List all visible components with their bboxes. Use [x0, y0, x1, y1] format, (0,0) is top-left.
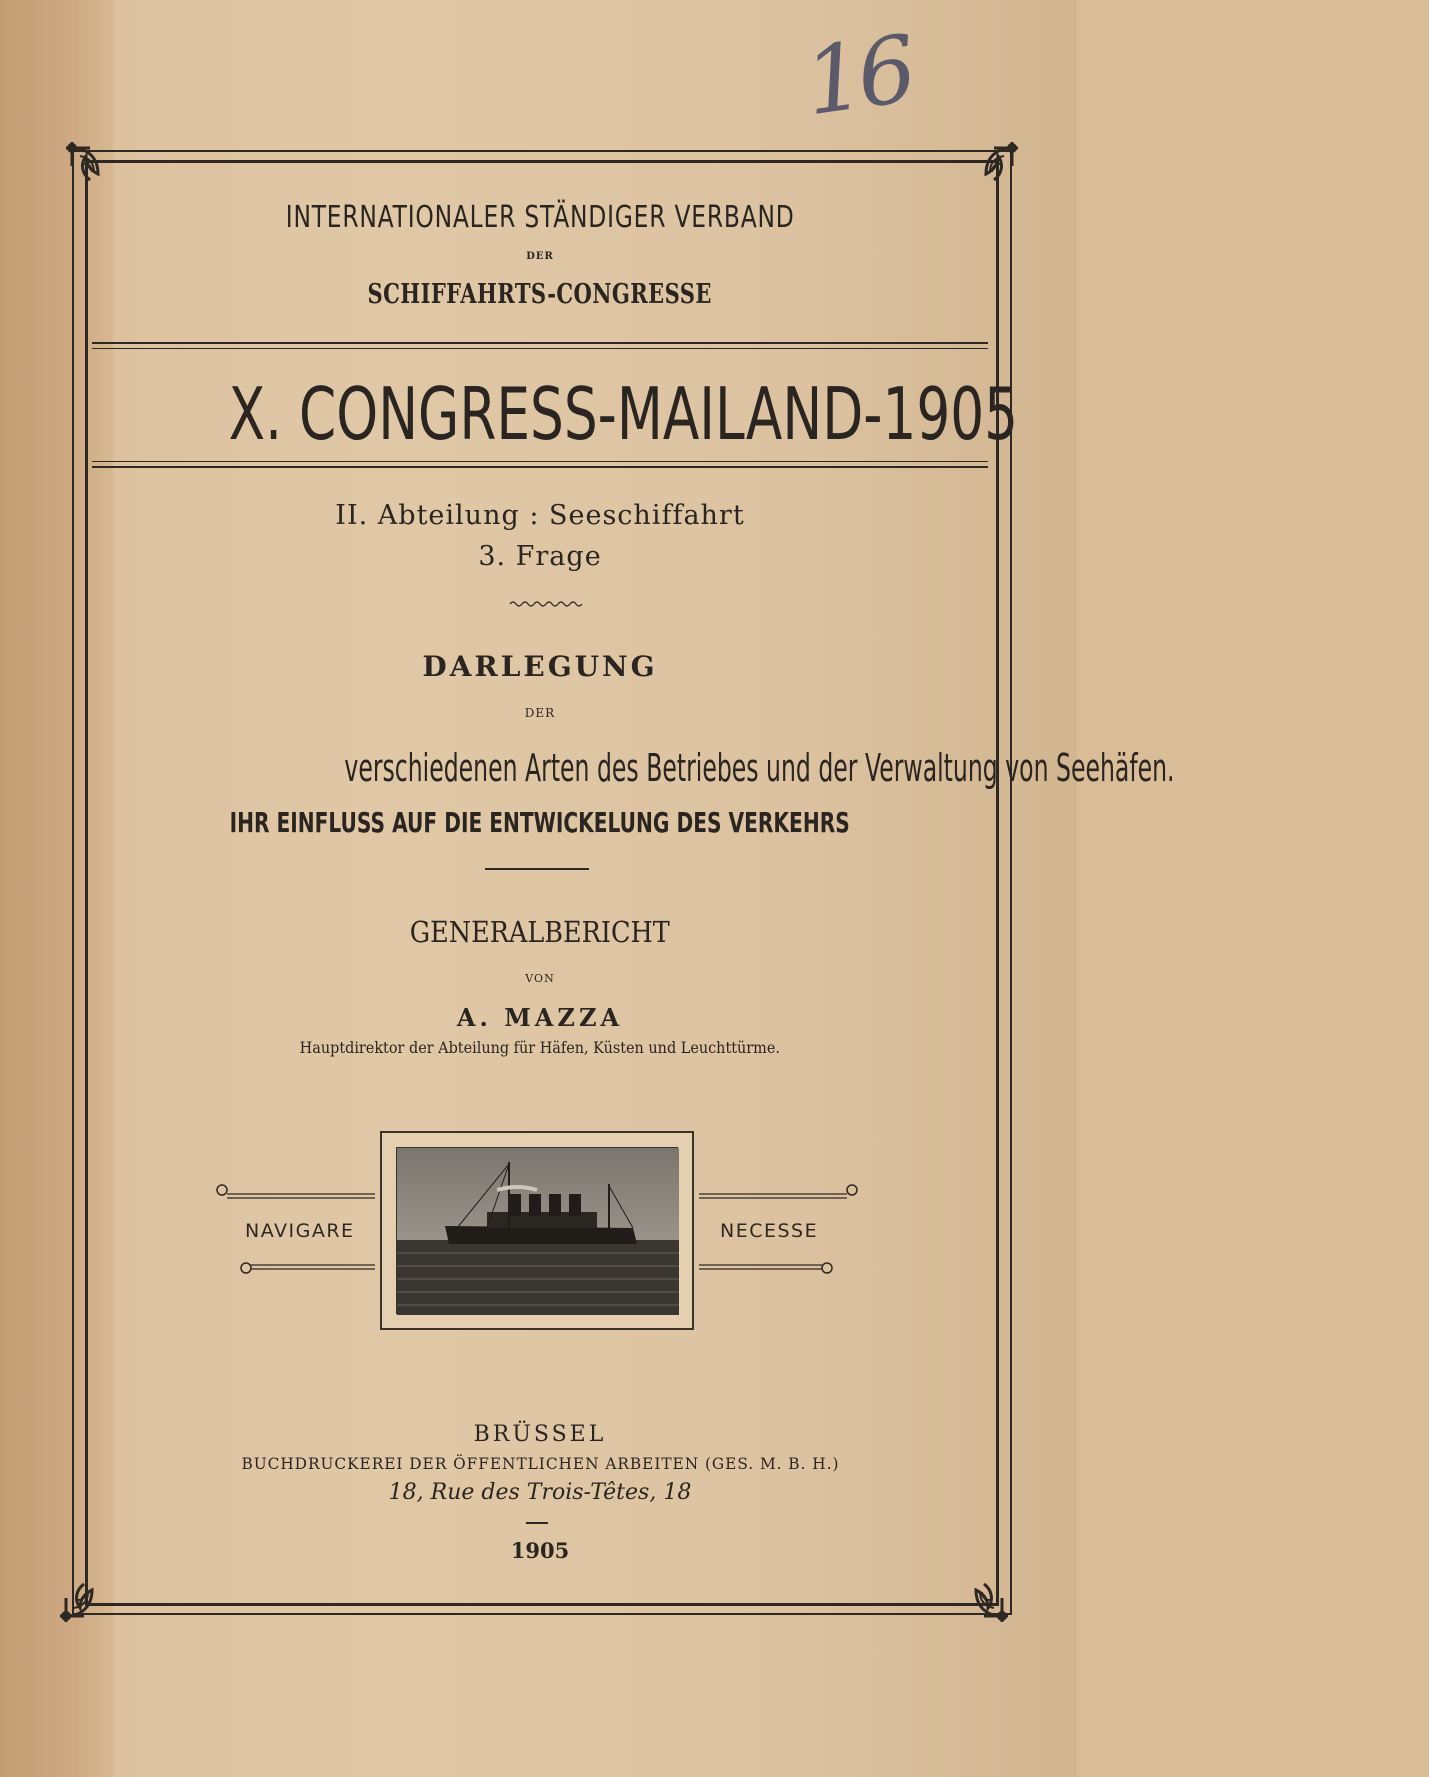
title-rule-bottom [92, 466, 988, 468]
imprint-city: BRÜSSEL [473, 1422, 607, 1447]
der-connector: DER [526, 251, 554, 262]
motto-right: NECESSE [720, 1220, 819, 1242]
wavy-divider-icon [508, 598, 584, 608]
imprint-year: 1905 [510, 1538, 570, 1563]
title-rule-top-thin [92, 348, 988, 349]
association-name: INTERNATIONALER STÄNDIGER VERBAND [285, 200, 795, 235]
division-label: II. Abteilung : Seeschiffahrt [335, 500, 745, 531]
der-connector: DER [524, 706, 556, 720]
report-type: GENERALBERICHT [409, 915, 671, 949]
title-rule-top [92, 342, 988, 344]
short-divider [485, 868, 589, 870]
imprint-printer: BUCHDRUCKEREI DER ÖFFENTLICHEN ARBEITEN (GES. M. B. H.) [241, 1454, 839, 1473]
von-connector: VON [525, 972, 555, 985]
handwritten-number: 16 [798, 15, 918, 137]
ship-vignette [396, 1147, 678, 1314]
title-rule-bottom-thin [92, 461, 988, 462]
report-subject: verschiedenen Arten des Betriebes und der Verwaltung von Seehäfen. [344, 746, 1175, 790]
steamship-icon [397, 1148, 679, 1315]
imprint-dash [526, 1522, 548, 1524]
author-name: A. MAZZA [456, 1003, 624, 1032]
congress-title: X. CONGRESS-MAILAND-1905 [228, 372, 1019, 456]
report-heading: DARLEGUNG [422, 650, 658, 683]
motto-left: NAVIGARE [245, 1220, 355, 1242]
imprint-address: 18, Rue des Trois-Têtes, 18 [388, 1480, 692, 1505]
report-influence: IHR EINFLUSS AUF DIE ENTWICKELUNG DES VERKEHRS [229, 806, 851, 839]
author-position: Hauptdirektor der Abteilung für Häfen, Küsten und Leuchttürme. [299, 1038, 781, 1057]
question-label: 3. Frage [478, 541, 602, 572]
congress-series-name: SCHIFFAHRTS-CONGRESSE [367, 279, 713, 310]
